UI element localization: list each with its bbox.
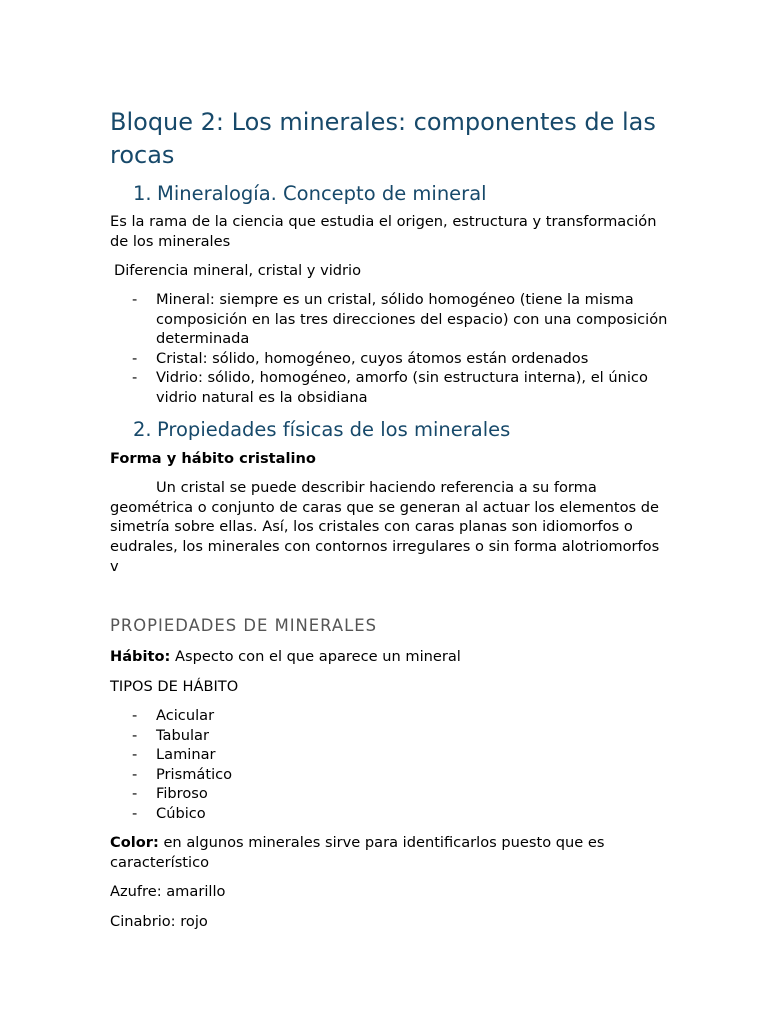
list-dash: - xyxy=(132,804,138,822)
document-title: Bloque 2: Los minerales: componentes de las rocas xyxy=(110,108,656,169)
section-2-heading-text: Propiedades físicas de los minerales xyxy=(157,418,511,441)
section-1-heading-text: Mineralogía. Concepto de mineral xyxy=(157,182,487,205)
crystal-paragraph: Un cristal se puede describir haciendo referencia a su forma geométrica o conjunto de caras que se generan al actuar los elementos de simetría sobre ellas. Así, los cristales con caras planas son idiomorfos o eudrales, los minerales con contornos irregulares o sin forma alotriomorfos v xyxy=(110,479,660,575)
color-definition xyxy=(110,833,670,872)
section-2-number: 2. xyxy=(133,418,152,441)
list-item: - Vidrio: sólido, homogéneo, amorfo (sin estructura interna), el único vidrio natural es la obsidiana xyxy=(132,369,648,406)
list-item: - Cristal: sólido, homogéneo, cuyos átomos están ordenados xyxy=(132,349,589,367)
list-dash: - xyxy=(132,369,138,387)
color-label: Color: xyxy=(110,834,159,851)
list-item: - Prismático xyxy=(132,765,233,783)
list-item: - Cúbico xyxy=(132,804,206,822)
list-dash: - xyxy=(132,726,138,744)
list-item: - Acicular xyxy=(132,707,215,724)
list-dash: - xyxy=(132,785,138,803)
habito-definition xyxy=(110,647,670,667)
list-item: - Tabular xyxy=(132,726,209,744)
habito-label: Hábito: xyxy=(110,648,171,665)
list-item: - Laminar xyxy=(132,746,216,764)
habit-types-title: TIPOS DE HÁBITO xyxy=(110,678,239,695)
section-1-heading xyxy=(133,181,487,207)
example-sulfur: Azufre: amarillo xyxy=(110,883,226,900)
section-1-number: 1. xyxy=(133,182,152,205)
form-habit-heading: Forma y hábito cristalino xyxy=(110,450,316,467)
list-dash: - xyxy=(132,291,138,308)
list-dash: - xyxy=(132,349,138,367)
difference-subheading: Diferencia mineral, cristal y vidrio xyxy=(114,262,362,279)
list-dash: - xyxy=(132,765,138,783)
list-item: - Fibroso xyxy=(132,785,208,803)
list-dash: - xyxy=(132,707,138,724)
list-item: - Mineral: siempre es un cristal, sólido homogéneo (tiene la misma composición en las tres direcciones del espacio) con una composición determinada xyxy=(132,291,668,348)
habito-text: Aspecto con el que aparece un mineral xyxy=(170,648,461,665)
habit-types-list xyxy=(110,706,670,824)
difference-list xyxy=(110,290,670,408)
section-2-heading xyxy=(133,417,510,443)
color-text: en algunos minerales sirve para identificarlos puesto que es característico xyxy=(110,834,605,871)
list-dash: - xyxy=(132,746,138,764)
mineralogy-definition: Es la rama de la ciencia que estudia el origen, estructura y transformación de los minerales xyxy=(110,213,657,250)
example-cinnabar: Cinabrio: rojo xyxy=(110,913,208,930)
properties-title: PROPIEDADES DE MINERALES xyxy=(110,616,377,635)
